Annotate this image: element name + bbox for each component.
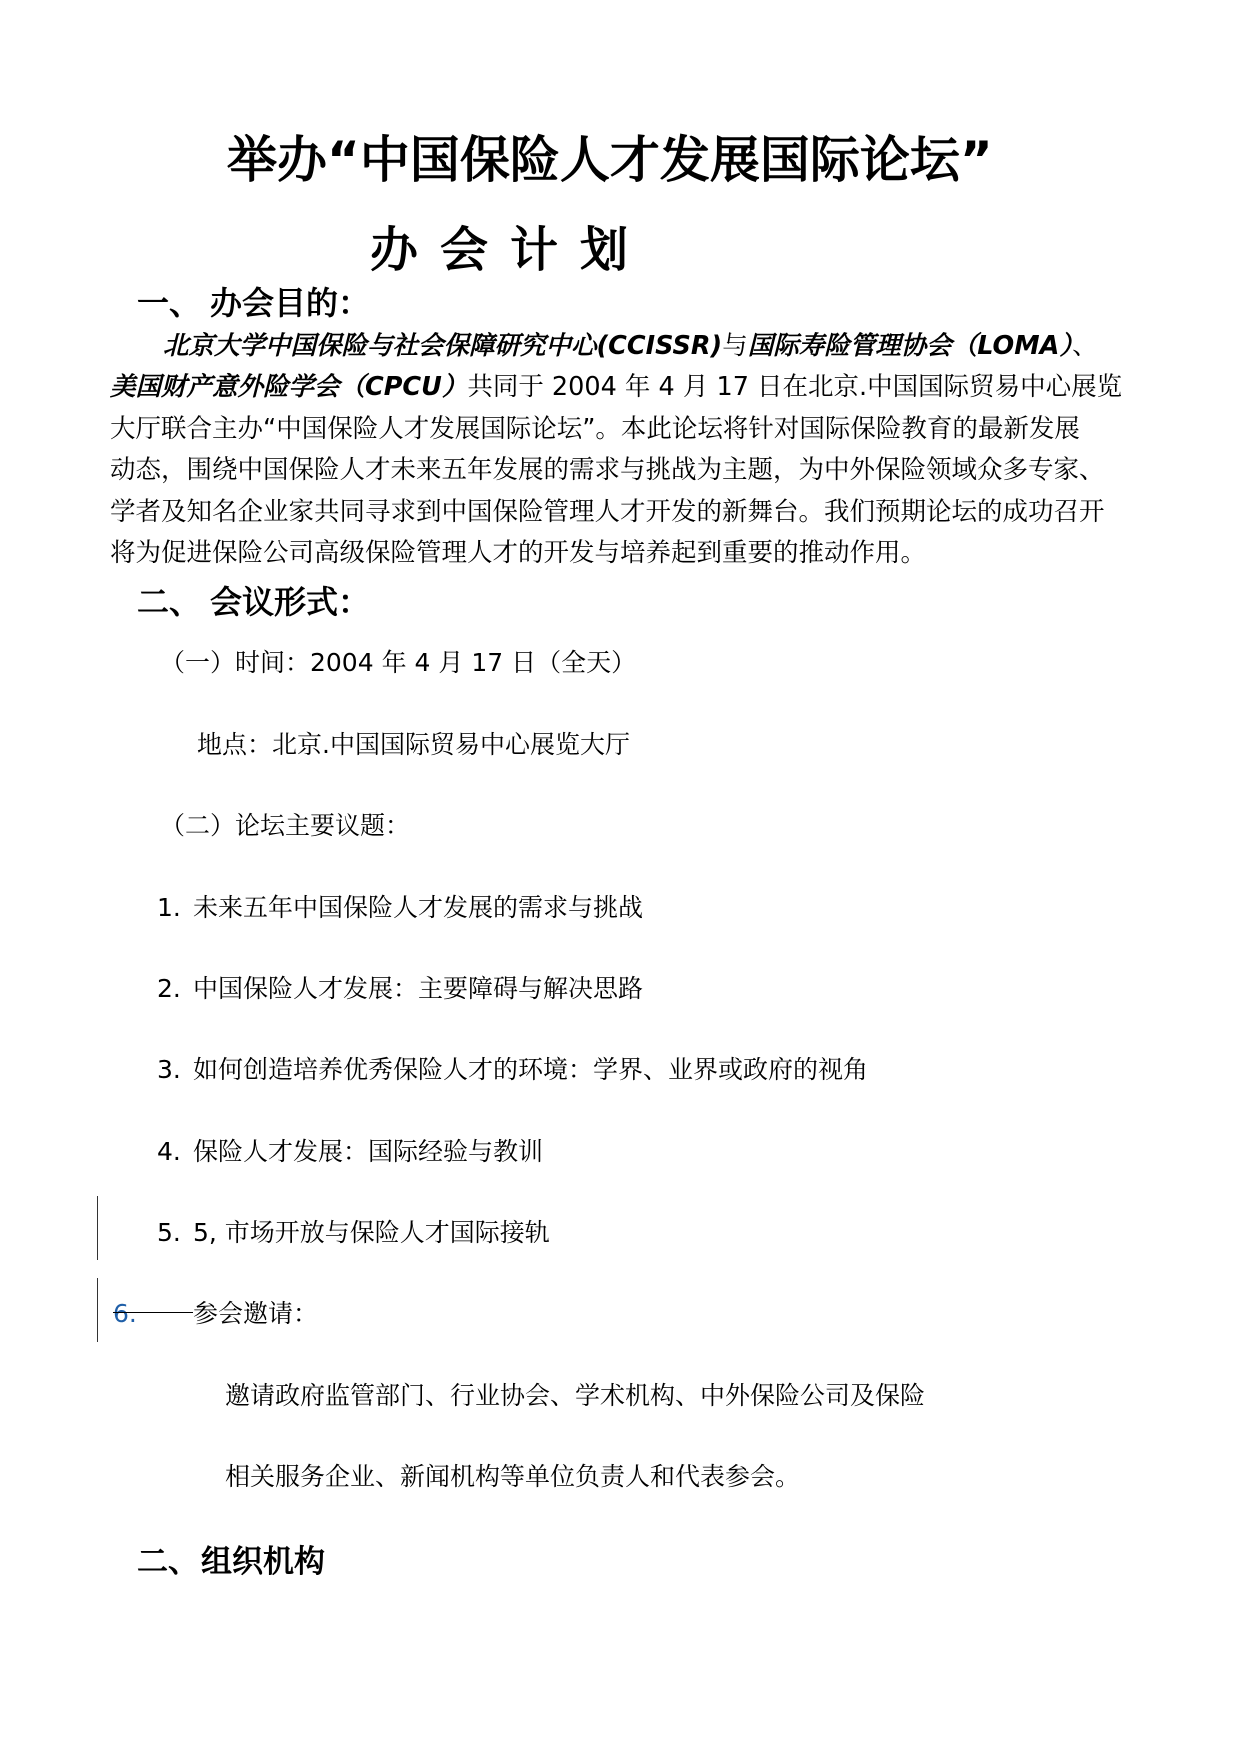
topics-heading: （二）论坛主要议题： bbox=[160, 811, 411, 840]
section-heading-format bbox=[137, 577, 370, 623]
separator-text: 、 bbox=[1072, 331, 1098, 361]
document-title: 举办“中国保险人才发展国际论坛” bbox=[227, 131, 993, 189]
topic-item bbox=[157, 1213, 550, 1249]
topic-text: 保险人才发展：国际经验与教训 bbox=[193, 1137, 544, 1166]
purpose-paragraph bbox=[110, 326, 1122, 574]
document-subtitle: 办会计划 bbox=[370, 222, 651, 278]
strikethrough-mark bbox=[113, 1312, 193, 1313]
topic-item bbox=[157, 1050, 868, 1086]
purpose-line: 动态，围绕中国保险人才未来五年发展的需求与挑战为主题，为中外保险领域众多专家、 bbox=[110, 455, 1105, 486]
topic-number: 2. bbox=[157, 974, 181, 1003]
change-bar bbox=[97, 1278, 98, 1342]
org-ccissr: 北京大学中国保险与社会保障研究中心(CCISSR) bbox=[163, 331, 723, 361]
section-label: 会议形式： bbox=[210, 583, 371, 621]
purpose-line: 学者及知名企业家共同寻求到中国保险管理人才开发的新舞台。我们预期论坛的成功召开 bbox=[110, 496, 1105, 527]
meeting-place: 地点：北京.中国国际贸易中心展览大厅 bbox=[197, 730, 630, 759]
topic-text: 如何创造培养优秀保险人才的环境：学界、业界或政府的视角 bbox=[193, 1055, 869, 1084]
meeting-time: （一）时间：2004 年 4 月 17 日（全天） bbox=[160, 648, 637, 677]
purpose-line-text: 共同于 2004 年 4 月 17 日在北京.中国国际贸易中心展览 bbox=[467, 372, 1123, 403]
section-heading-organization bbox=[137, 1536, 325, 1581]
section-number: 二、 bbox=[137, 583, 202, 621]
topic-text: 中国保险人才发展：主要障碍与解决思路 bbox=[193, 974, 644, 1003]
topic-number: 5. bbox=[157, 1218, 181, 1247]
section-number: 二、 bbox=[137, 1544, 199, 1580]
org-loma: 国际寿险管理协会（LOMA） bbox=[747, 331, 1073, 361]
topic-number: 3. bbox=[157, 1055, 181, 1084]
section-label: 组织机构 bbox=[201, 1544, 325, 1580]
invite-label: 参会邀请： bbox=[193, 1299, 319, 1328]
connector-text: 与 bbox=[722, 331, 748, 361]
topic-item bbox=[157, 1132, 543, 1168]
topic-text: 未来五年中国保险人才发展的需求与挑战 bbox=[193, 893, 644, 922]
topic-item bbox=[157, 888, 643, 924]
section-number: 一、 bbox=[137, 284, 202, 322]
invite-line: 邀请政府监管部门、行业协会、学术机构、中外保险公司及保险 bbox=[225, 1381, 926, 1410]
section-heading-purpose bbox=[137, 278, 370, 324]
topic-number: 4. bbox=[157, 1137, 181, 1166]
purpose-line: 大厅联合主办“中国保险人才发展国际论坛”。本此论坛将针对国际保险教育的最新发展 bbox=[110, 413, 1080, 444]
topic-number: 1. bbox=[157, 893, 181, 922]
section-label: 办会目的： bbox=[210, 284, 371, 322]
purpose-line: 将为促进保险公司高级保险管理人才的开发与培养起到重要的推动作用。 bbox=[110, 538, 927, 569]
topic-text: 5, 市场开放与保险人才国际接轨 bbox=[193, 1218, 550, 1247]
org-cpcu: 美国财产意外险学会（CPCU） bbox=[110, 372, 468, 403]
invite-line: 相关服务企业、新闻机构等单位负责人和代表参会。 bbox=[225, 1462, 801, 1491]
topic-item bbox=[157, 969, 643, 1005]
deleted-list-number: 6. bbox=[113, 1299, 137, 1328]
change-bar bbox=[97, 1196, 98, 1260]
